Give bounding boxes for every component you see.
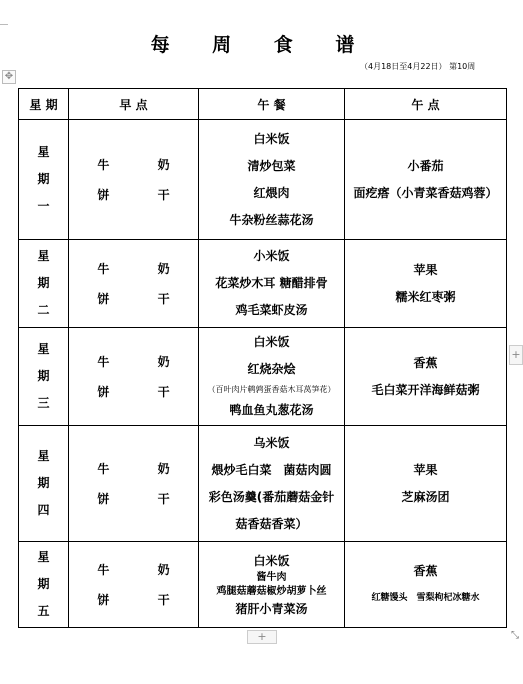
breakfast-item: 牛 奶 [97, 461, 192, 476]
lunch-item: 鸡腿菇蘑菇椒炒胡萝卜丝 [216, 585, 327, 597]
snack-cell [345, 120, 507, 240]
snack-item: 苹果 [413, 462, 438, 477]
lunch-item: 彩色汤羹(番茄蘑菇金针 [208, 489, 335, 504]
breakfast-cell [69, 328, 199, 426]
lunch-item: 红煨肉 [253, 185, 290, 200]
snack-item: 糯米红枣粥 [395, 289, 456, 304]
snack-item: 红糖馒头 雪梨枸杞冰糖水 [371, 592, 480, 603]
lunch-item: 鸡毛菜虾皮汤 [235, 303, 308, 317]
snack-cell [345, 542, 507, 628]
table-row-friday [19, 542, 507, 628]
page-title: 每 周 食 谱 [150, 34, 373, 56]
lunch-item: 红烧杂烩 [247, 362, 296, 376]
breakfast-cell [69, 426, 199, 542]
insert-column-plus-icon[interactable]: + [509, 345, 523, 365]
lunch-item: 鸭血鱼丸葱花汤 [229, 403, 314, 417]
lunch-item: 清炒包菜 [247, 158, 296, 173]
table-move-handle-icon[interactable]: ✥ [2, 70, 16, 84]
breakfast-cell [69, 240, 199, 328]
snack-cell [345, 240, 507, 328]
snack-item: 毛白菜开洋海鲜菇粥 [371, 382, 480, 397]
header-lunch: 午 餐 [199, 89, 345, 120]
breakfast-cell [69, 542, 199, 628]
breakfast-item: 饼 干 [97, 291, 192, 306]
day-char: 期 [37, 476, 50, 490]
lunch-item: 煨炒毛白菜 菌菇肉圆 [211, 462, 332, 477]
lunch-item: 白米饭 [253, 553, 290, 568]
day-cell [19, 328, 69, 426]
snack-item: 面疙瘩（小青菜香菇鸡蓉） [353, 185, 498, 200]
snack-item: 芝麻汤团 [401, 489, 450, 504]
header-breakfast: 早 点 [69, 89, 199, 120]
day-char: 二 [37, 303, 50, 317]
breakfast-cell [69, 120, 199, 240]
day-char: 星 [37, 249, 50, 263]
snack-item: 香蕉 [413, 355, 438, 370]
breakfast-item: 饼 干 [97, 491, 192, 506]
day-char: 期 [37, 369, 50, 383]
snack-item: 小番茄 [407, 158, 444, 173]
lunch-item: 花菜炒木耳 糖醋排骨 [215, 276, 328, 290]
day-char: 一 [37, 199, 50, 213]
day-char: 星 [37, 550, 50, 564]
breakfast-item: 牛 奶 [97, 354, 192, 369]
snack-cell [345, 426, 507, 542]
day-char: 五 [37, 604, 50, 618]
day-cell [19, 240, 69, 328]
snack-item: 香蕉 [413, 563, 438, 578]
lunch-cell [199, 120, 345, 240]
day-cell [19, 120, 69, 240]
lunch-item: 菇香菇香菜） [235, 516, 308, 531]
page-corner-mark [0, 24, 8, 25]
lunch-item: 小米饭 [253, 249, 290, 263]
header-day: 星 期 [19, 89, 69, 120]
breakfast-item: 饼 干 [97, 187, 192, 202]
snack-cell [345, 328, 507, 426]
day-char: 星 [37, 449, 50, 463]
header-row [19, 89, 507, 120]
lunch-item-note: （百叶肉片鹌鹑蛋香菇木耳莴笋花） [207, 385, 336, 394]
lunch-item: 白米饭 [253, 335, 290, 349]
day-cell [19, 426, 69, 542]
lunch-item: 猪肝小青菜汤 [235, 601, 308, 616]
day-char: 期 [37, 172, 50, 186]
breakfast-item: 饼 干 [97, 384, 192, 399]
snack-item: 苹果 [413, 262, 438, 277]
table-row-monday [19, 120, 507, 240]
day-cell [19, 542, 69, 628]
breakfast-item: 牛 奶 [97, 562, 192, 577]
insert-row-plus-icon[interactable]: + [247, 630, 277, 644]
table-resize-handle-icon[interactable]: ⤡ [511, 630, 519, 641]
lunch-item: 白米饭 [253, 131, 290, 146]
weekly-menu-table [18, 88, 507, 628]
breakfast-item: 饼 干 [97, 592, 192, 607]
lunch-cell [199, 426, 345, 542]
table-row-thursday [19, 426, 507, 542]
breakfast-item: 牛 奶 [97, 157, 192, 172]
day-char: 期 [37, 577, 50, 591]
lunch-item: 牛杂粉丝蒜花汤 [229, 212, 314, 227]
date-range-subtitle: （4月18日至4月22日） 第10周 [360, 62, 476, 71]
lunch-cell [199, 240, 345, 328]
table-row-tuesday [19, 240, 507, 328]
day-char: 四 [37, 503, 50, 517]
day-char: 三 [37, 396, 50, 410]
day-char: 期 [37, 276, 50, 290]
breakfast-item: 牛 奶 [97, 261, 192, 276]
header-snack: 午 点 [345, 89, 507, 120]
lunch-cell [199, 328, 345, 426]
lunch-cell [199, 542, 345, 628]
table-row-wednesday [19, 328, 507, 426]
lunch-item: 乌米饭 [253, 435, 290, 450]
lunch-item: 酱牛肉 [256, 571, 287, 583]
day-char: 星 [37, 342, 50, 356]
day-char: 星 [37, 145, 50, 159]
